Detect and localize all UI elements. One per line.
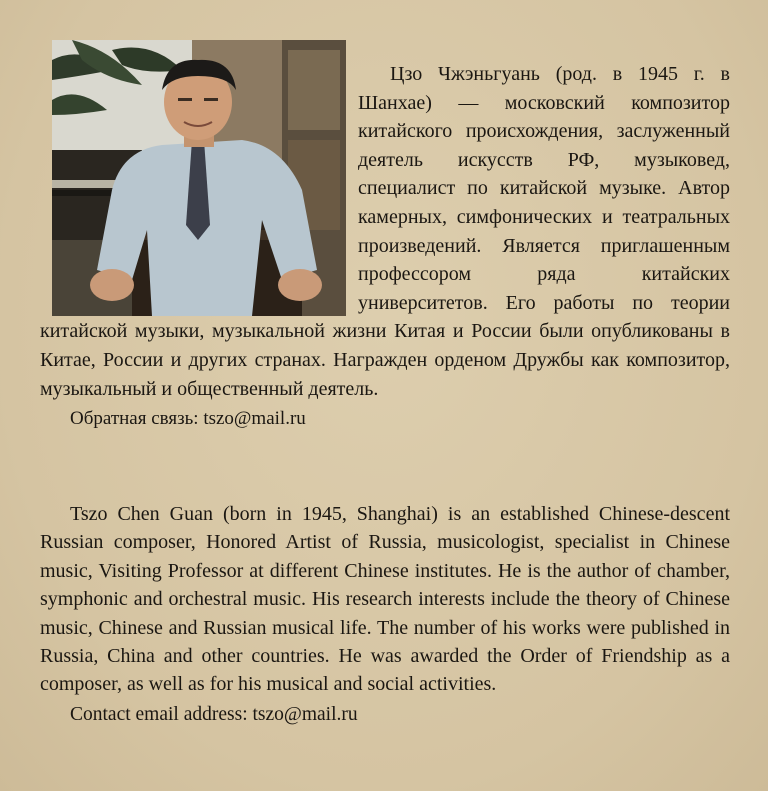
photo-wrap-spacer — [40, 60, 358, 312]
russian-bio-paragraph: Цзо Чжэньгуань (род. в 1945 г. в Шанхае) — московский композитор китайского происхождения, заслуженный деятель искусств РФ, музыковед, специалист по китайской музыке. Автор камерных, симфонических и театральных произведений. Является приглашенным профессором ряда китайских университетов. Его работы по теории китайской музыки, музыкальной жизни Китая и России были опубликованы в Китае, России и других странах. Награжден орденом Дружбы как композитор, музыкальный и общественный деятель. — [40, 63, 730, 400]
english-contact-line: Contact email address: tszo@mail.ru — [70, 703, 358, 725]
russian-biography — [40, 60, 730, 434]
english-bio-paragraph: Tszo Chen Guan (born in 1945, Shanghai) is an established Chinese-descent Russian composer, Honored Artist of Russia, musicologist, specialist in Chinese music, Visiting Professor at different Chinese institutes. He is the author of chamber, symphonic and orchestral music. His research interests include the theory of Chinese music, Chinese and Russian musical life. The number of his works were published in Russia, China and other countries. He was awarded the Order of Friendship as a composer, as well as for his musical and social activities. — [40, 503, 730, 696]
russian-contact-line: Обратная связь: tszo@mail.ru — [70, 408, 306, 430]
english-biography — [40, 500, 730, 729]
